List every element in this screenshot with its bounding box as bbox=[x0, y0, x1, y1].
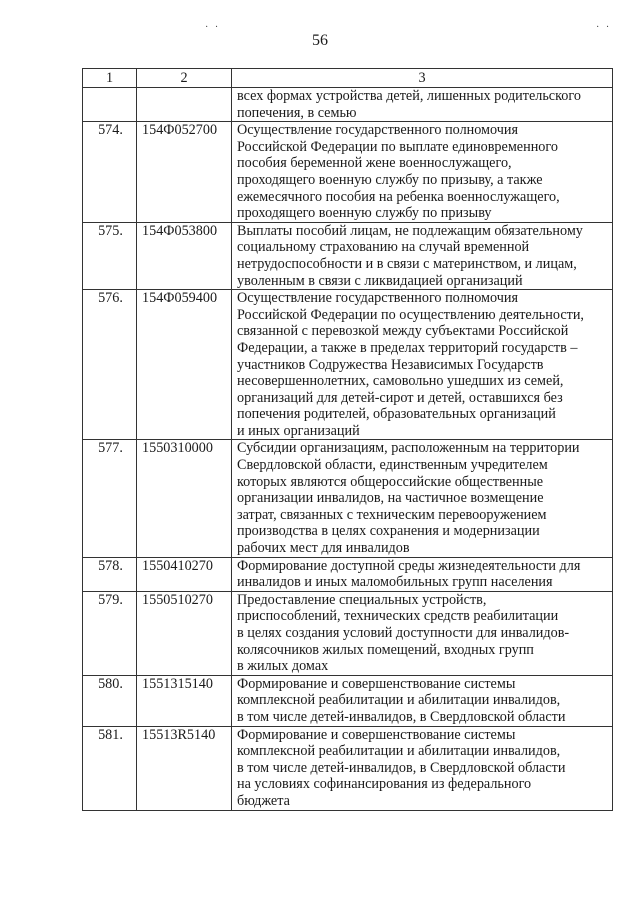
row-code: 1550510270 bbox=[137, 591, 232, 675]
description-line: Формирование доступной среды жизнедеятельности для bbox=[237, 557, 581, 574]
row-description bbox=[232, 88, 613, 122]
description-line: в жилых домах bbox=[237, 658, 329, 675]
description-line: проходящего военную службу по призыву bbox=[237, 205, 492, 222]
description-line: Осуществление государственного полномочия bbox=[237, 122, 519, 139]
row-number: 580. bbox=[83, 675, 137, 726]
description-line: связанной с перевозкой между субъектами Российской bbox=[237, 323, 569, 340]
row-description bbox=[232, 675, 613, 726]
row-number: 577. bbox=[83, 440, 137, 557]
description-line: на условиях софинансирования из федерального bbox=[237, 776, 532, 793]
row-description bbox=[232, 591, 613, 675]
description-line: бюджета bbox=[237, 792, 290, 809]
description-line: Предоставление специальных устройств, bbox=[237, 591, 487, 608]
column-header-number: 1 bbox=[83, 69, 137, 88]
page-number: 56 bbox=[312, 32, 328, 49]
description-line: несовершеннолетних, самовольно ушедших из семей, bbox=[237, 373, 564, 390]
row-number: 576. bbox=[83, 290, 137, 440]
description-line: комплексной реабилитации и абилитации инвалидов, bbox=[237, 692, 561, 709]
description-line: приспособлений, технических средств реабилитации bbox=[237, 608, 559, 625]
table-row bbox=[83, 675, 613, 726]
row-description bbox=[232, 290, 613, 440]
description-line: инвалидов и иных маломобильных групп населения bbox=[237, 574, 553, 591]
row-number: 574. bbox=[83, 122, 137, 223]
description-line: пособия беременной жене военнослужащего, bbox=[237, 155, 512, 172]
description-line: социальному страхованию на случай временной bbox=[237, 239, 530, 256]
description-line: Осуществление государственного полномочия bbox=[237, 290, 519, 307]
table-row bbox=[83, 222, 613, 289]
row-number bbox=[83, 88, 137, 122]
description-line: в целях создания условий доступности для инвалидов- bbox=[237, 625, 570, 641]
row-description bbox=[232, 122, 613, 223]
description-line: которых являются общероссийские общественные bbox=[237, 473, 544, 490]
description-line: попечения родителей, образовательных организаций bbox=[237, 406, 556, 423]
table-row bbox=[83, 557, 613, 591]
table-row bbox=[83, 88, 613, 122]
table-body bbox=[83, 88, 613, 811]
description-line: Выплаты пособий лицам, не подлежащим обязательному bbox=[237, 222, 583, 239]
row-number: 579. bbox=[83, 591, 137, 675]
column-header-name: 3 bbox=[232, 69, 613, 88]
table-row bbox=[83, 122, 613, 223]
description-line: затрат, связанных с техническим перевооружением bbox=[237, 506, 547, 523]
row-number: 581. bbox=[83, 726, 137, 810]
description-line: всех формах устройства детей, лишенных родительского bbox=[237, 88, 581, 104]
description-line: в том числе детей-инвалидов, в Свердловской области bbox=[237, 708, 566, 725]
description-line: колясочников жилых помещений, входных групп bbox=[237, 641, 534, 658]
description-line: нетрудоспособности и в связи с материнством, и лицам, bbox=[237, 255, 577, 272]
table-header-row bbox=[83, 69, 613, 88]
row-code: 154Ф053800 bbox=[137, 222, 232, 289]
row-code: 1551315140 bbox=[137, 675, 232, 726]
description-line: организаций для детей-сирот и детей, оставшихся без bbox=[237, 389, 563, 406]
description-line: Российской Федерации по выплате единовременного bbox=[237, 138, 558, 155]
description-line: Федерации, а также в пределах территорий государств – bbox=[237, 339, 578, 356]
description-line: производства в целях сохранения и модернизации bbox=[237, 523, 540, 540]
table-row bbox=[83, 290, 613, 440]
description-line: Свердловской области, единственным учредителем bbox=[237, 457, 548, 474]
row-description bbox=[232, 222, 613, 289]
row-code: 154Ф052700 bbox=[137, 122, 232, 223]
row-code: 154Ф059400 bbox=[137, 290, 232, 440]
scan-mark-right: · · bbox=[596, 22, 612, 33]
table-row bbox=[83, 440, 613, 557]
row-description bbox=[232, 440, 613, 557]
description-line: попечения, в семью bbox=[237, 104, 357, 121]
description-line: Российской Федерации по осуществлению деятельности, bbox=[237, 306, 584, 323]
description-line: Формирование и совершенствование системы bbox=[237, 675, 516, 692]
row-description bbox=[232, 726, 613, 810]
description-line: и иных организаций bbox=[237, 422, 360, 439]
description-line: ежемесячного пособия на ребенка военнослужащего, bbox=[237, 188, 560, 205]
description-line: Формирование и совершенствование системы bbox=[237, 726, 516, 743]
row-code: 15513R5140 bbox=[137, 726, 232, 810]
scan-mark-left: · · bbox=[205, 22, 221, 33]
description-line: в том числе детей-инвалидов, в Свердловской области bbox=[237, 759, 566, 776]
description-line: Субсидии организациям, расположенным на территории bbox=[237, 440, 580, 457]
row-description bbox=[232, 557, 613, 591]
table-row bbox=[83, 591, 613, 675]
table-row bbox=[83, 726, 613, 810]
row-code: 1550410270 bbox=[137, 557, 232, 591]
description-line: рабочих мест для инвалидов bbox=[237, 540, 410, 557]
row-code bbox=[137, 88, 232, 122]
description-line: участников Содружества Независимых Государств bbox=[237, 356, 544, 373]
description-line: уволенным в связи с ликвидацией организаций bbox=[237, 272, 523, 289]
description-line: организации инвалидов, на частичное возмещение bbox=[237, 490, 544, 507]
row-number: 575. bbox=[83, 222, 137, 289]
column-header-code: 2 bbox=[137, 69, 232, 88]
row-number: 578. bbox=[83, 557, 137, 591]
description-line: комплексной реабилитации и абилитации инвалидов, bbox=[237, 743, 561, 760]
budget-classification-table bbox=[82, 68, 613, 811]
description-line: проходящего военную службу по призыву, а также bbox=[237, 171, 543, 188]
row-code: 1550310000 bbox=[137, 440, 232, 557]
